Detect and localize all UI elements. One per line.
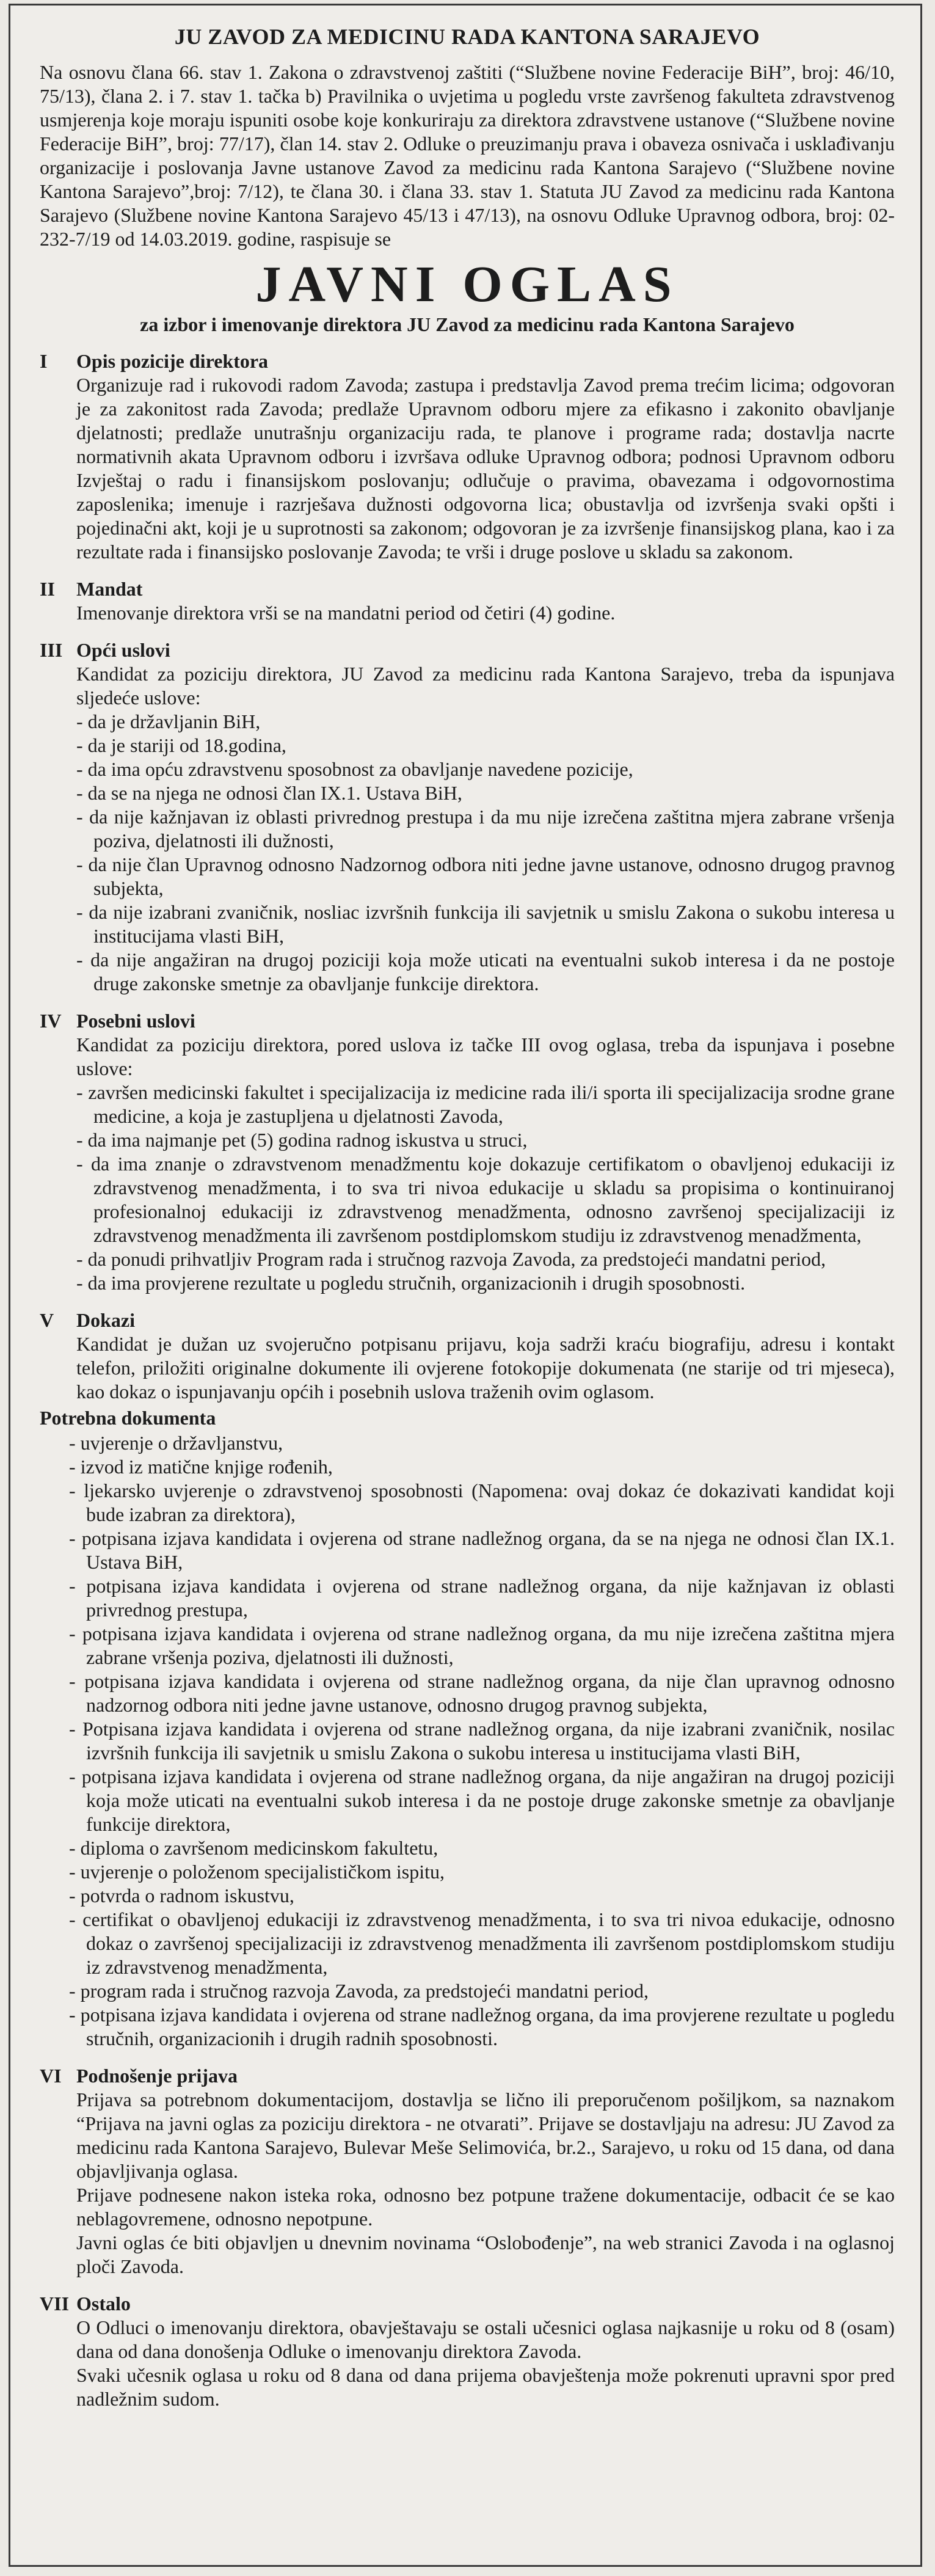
list-item: - uvjerenje o položenom specijalističkom ispitu, [69, 1861, 445, 1883]
list-item: - potpisana izjava kandidata i ovjerena od strane nadležnog organa, da ima provjerene rezultate u pogledu stručnih, organizacionih i drugih radnih sposobnosti. [69, 2004, 895, 2049]
section-paragraph: Prijave podnesene nakon isteka roka, odnosno bez potpune tražene dokumentacije, odbacit će se kao neblagovremene, odnosno nepotpune. [76, 2184, 895, 2230]
section-number: V [40, 1309, 54, 1331]
list-item: - da ima najmanje pet (5) godina radnog iskustva u struci, [76, 1129, 528, 1151]
list-item: - potpisana izjava kandidata i ovjerena od strane nadležnog organa, da nije kažnjavan iz oblasti privrednog prestupa, [69, 1575, 895, 1621]
section-lead: Kandidat za poziciju direktora, JU Zavod za medicinu rada Kantona Sarajevo, treba da ispunjava sljedeće uslove: [76, 663, 895, 709]
notice-subtitle: za izbor i imenovanje direktora JU Zavod za medicinu rada Kantona Sarajevo [140, 313, 795, 335]
list-item: - diploma o završenom medicinskom fakultetu, [69, 1837, 438, 1859]
list-item: - ljekarsko uvjerenje o zdravstvenoj sposobnosti (Napomena: ovaj dokaz će dokazivati kandidat koji bude izabran za direktora), [69, 1480, 895, 1525]
section-paragraph: Prijava sa potrebnom dokumentacijom, dostavlja se lično ili preporučenom pošiljkom, sa naznakom “Prijava na javni oglas za poziciju direktora - ne otvarati”. Prijave se dostavljaju na adresu: JU Zavod za medicinu rada Kantona Sarajevo, Bulevar Meše Selimovića, br.2., Sarajevo, u roku od 15 dana, od dana objavljivanja oglasa. [76, 2089, 895, 2182]
section-paragraph: Kandidat je dužan uz svojeručno potpisanu prijavu, koja sadrži kraću biografiju, adresu i kontakt telefon, priložiti originalne dokumente ili ovjerene fotokopije dokumenata (ne starije od tri mjeseca), kao dokaz o ispunjavanju općih i posebnih uslova traženih ovim oglasom. [76, 1333, 895, 1403]
section-title: Opći uslovi [76, 639, 170, 661]
general-conditions-list [76, 710, 895, 996]
notice-title: JAVNI OGLAS [255, 256, 679, 313]
section-number: III [40, 639, 63, 661]
section-title: Ostalo [76, 2293, 131, 2315]
list-item: - potpisana izjava kandidata i ovjerena od strane nadležnog organa, da nije angažiran na drugoj poziciji koja može uticati na eventualni sukob interesa i da ne postoje druge zakonske smetnje za obavljanje funkcije direktora, [69, 1765, 895, 1835]
section-number: IV [40, 1010, 62, 1032]
section-position-description [40, 349, 895, 564]
section-mandate [40, 577, 895, 625]
list-item: - da nije angažiran na drugoj poziciji koja može uticati na eventualni sukob interesa i da ne postoje druge zakonske smetnje za obavljanje funkcije direktora. [76, 949, 895, 994]
list-item: - završen medicinski fakultet i specijalizacija iz medicine rada ili/i sporta ili specijalizacija srodne grane medicine, a koja je zastupljena u djelatnosti Zavoda, [76, 1081, 895, 1127]
section-special-conditions [40, 1009, 895, 1295]
section-paragraph: Organizuje rad i rukovodi radom Zavoda; zastupa i predstavlja Zavod prema trećim licima; odgovoran je za zakonitost rada Zavoda; predlaže Upravnom odboru mjere za efikasno i zakonito obavljanje djelatnosti; predlaže unutrašnju organizaciju rada, te planove i programe rada; dostavlja nacrte normativnih akata Upravnom odboru i izvršava odluke Upravnog odbora; podnosi Upravnom odboru Izvještaj o radu i finansijskom poslovanju; odlučuje o pravima, obavezama i odgovornostima zaposlenika; imenuje i razrješava dužnosti odgovorna lica; obustavlja od izvršenja svaki opšti i pojedinačni akt, koji je u suprotnosti sa zakonom; odgovoran je za izvršenje finansijskog plana, kao i za rezultate rada i finansijsko poslovanje Zavoda; te vrši i druge poslove u skladu sa zakonom. [76, 374, 895, 563]
section-evidence [40, 1308, 895, 1404]
list-item: - da je državljanin BiH, [76, 710, 261, 732]
list-item: - da je stariji od 18.godina, [76, 734, 286, 756]
list-item: - da ima opću zdravstvenu sposobnost za obavljanje navedene pozicije, [76, 758, 633, 780]
section-number: II [40, 578, 55, 600]
list-item: - da nije izabrani zvaničnik, nosliac izvršnih funkcija ili savjetnik u smislu Zakona o sukobu interesa u institucijama vlasti BiH, [76, 901, 895, 947]
notice-frame [9, 4, 922, 2567]
institution-header: JU ZAVOD ZA MEDICINU RADA KANTONA SARAJEVO [174, 24, 760, 49]
list-item: - da ima provjerene rezultate u pogledu stručnih, organizacionih i drugih sposobnosti. [76, 1272, 746, 1294]
section-paragraph: Svaki učesnik oglasa u roku od 8 dana od dana prijema obavještenja može pokrenuti upravni spor pred nadležnim sudom. [76, 2364, 895, 2410]
section-application-submission [40, 2064, 895, 2279]
section-title: Posebni uslovi [76, 1010, 195, 1032]
section-title: Podnošenje prijava [76, 2065, 238, 2087]
section-other [40, 2292, 895, 2411]
list-item: - potpisana izjava kandidata i ovjerena od strane nadležnog organa, da nije član upravnog odnosno nadzornog odbora niti jedne javne ustanove, odnosno drugog pravnog subjekta, [69, 1670, 895, 1716]
section-number: VII [40, 2293, 70, 2315]
section-paragraph: Javni oglas će biti objavljen u dnevnim novinama “Oslobođenje”, na web stranici Zavoda i na oglasnoj ploči Zavoda. [76, 2231, 895, 2277]
list-item: - da nije član Upravnog odnosno Nadzornog odbora niti jedne javne ustanove, odnosno drugog pravnog subjekta, [76, 853, 895, 899]
section-general-conditions [40, 638, 895, 996]
section-paragraph: O Odluci o imenovanju direktora, obavještavaju se ostali učesnici oglasa najkasnije u roku od 8 (osam) dana od dana donošenja Odluke o imenovanju direktora Zavoda. [76, 2316, 895, 2362]
list-item: - Potpisana izjava kandidata i ovjerena od strane nadležnog organa, da nije izabrani zvaničnik, nosilac izvršnih funkcija ili savjetnik u smislu Zakona o sukobu interesa u institucijama vlasti BiH, [69, 1718, 895, 1764]
list-item: - potpisana izjava kandidata i ovjerena od strane nadležnog organa, da se na njega ne odnosi član IX.1. Ustava BiH, [69, 1527, 895, 1573]
section-title: Dokazi [76, 1309, 135, 1331]
list-item: - da ima znanje o zdravstvenom menadžmentu koje dokazuje certifikatom o obavljenoj edukaciji iz zdravstvenog menadžmenta, i to sva tri nivoa edukacije u skladu sa propisima o kontinuiranoj profesionalnoj edukaciji iz zdravstvenog menadžmenta, odnosno završenoj specijalizaciji iz zdravstvenog menadžmenta ili završenom postdiplomskom studiju iz zdravstvenog menadžmenta, [76, 1153, 895, 1246]
list-item: - da se na njega ne odnosi član IX.1. Ustava BiH, [76, 782, 462, 804]
list-item: - potpisana izjava kandidata i ovjerena od strane nadležnog organa, da mu nije izrečena zaštitna mjera zabrane vršenja poziva, djelatnosti ili dužnosti, [69, 1622, 895, 1668]
section-number: I [40, 350, 48, 372]
list-item: - da ponudi prihvatljiv Program rada i stručnog razvoja Zavoda, za predstojeći mandatni period, [76, 1248, 826, 1270]
section-number: VI [40, 2065, 62, 2087]
list-item: - izvod iz matične knjige rođenih, [69, 1456, 333, 1478]
list-item: - uvjerenje o državljanstvu, [69, 1432, 283, 1454]
list-item: - program rada i stručnog razvoja Zavoda, za predstojeći mandatni period, [69, 1980, 649, 2002]
list-item: - da nije kažnjavan iz oblasti privrednog prestupa i da mu nije izrečena zaštitna mjera zabrane vršenja poziva, djelatnosti ili dužnosti, [76, 806, 895, 852]
list-item: - potvrda o radnom iskustvu, [69, 1885, 294, 1906]
special-conditions-list [76, 1081, 895, 1295]
section-lead: Kandidat za poziciju direktora, pored uslova iz tačke III ovog oglasa, treba da ispunjava i posebne uslove: [76, 1034, 895, 1079]
section-title: Mandat [76, 578, 143, 600]
required-documents-list [69, 1431, 895, 2051]
section-paragraph: Imenovanje direktora vrši se na mandatni period od četiri (4) godine. [76, 602, 616, 624]
section-title: Opis pozicije direktora [76, 350, 269, 372]
legal-basis-intro: Na osnovu člana 66. stav 1. Zakona o zdravstvenoj zaštiti (“Službene novine Federacije BiH”, broj: 46/10, 75/13), člana 2. i 7. stav 1. tačka b) Pravilnika o uvjetima u pogledu vrste završenog fakulteta zdravstvenog usmjerenja koje moraju ispuniti osobe koje konkuriraju za direktora zdravstvene ustanove (“Službene novine Federacije BiH”, broj: 77/17), član 14. stav 2. Odluke o preuzimanju prava i obaveza osnivača i usklađivanju organizacije i poslovanja Javne ustanove Zavod za medicinu rada Kantona Sarajevo (“Službene novine Kantona Sarajevo”,broj: 7/12), te člana 30. i člana 33. stav 1. Statuta JU Zavod za medicinu rada Kantona Sarajevo (Službene novine Kantona Sarajevo 45/13 i 47/13), na osnovu Odluke Upravnog odbora, broj: 02-232-7/19 od 14.03.2019. godine, raspisuje se [40, 61, 895, 250]
list-item: - certifikat o obavljenoj edukaciji iz zdravstvenog menadžmenta, i to sva tri nivoa edukacije, odnosno dokaz o završenoj specijalizaciji iz zdravstvenog menadžmenta ili završenom postdiplomskom studiju iz zdravstvenog menadžmenta, [69, 1908, 895, 1978]
required-documents-title: Potrebna dokumenta [40, 1407, 216, 1429]
